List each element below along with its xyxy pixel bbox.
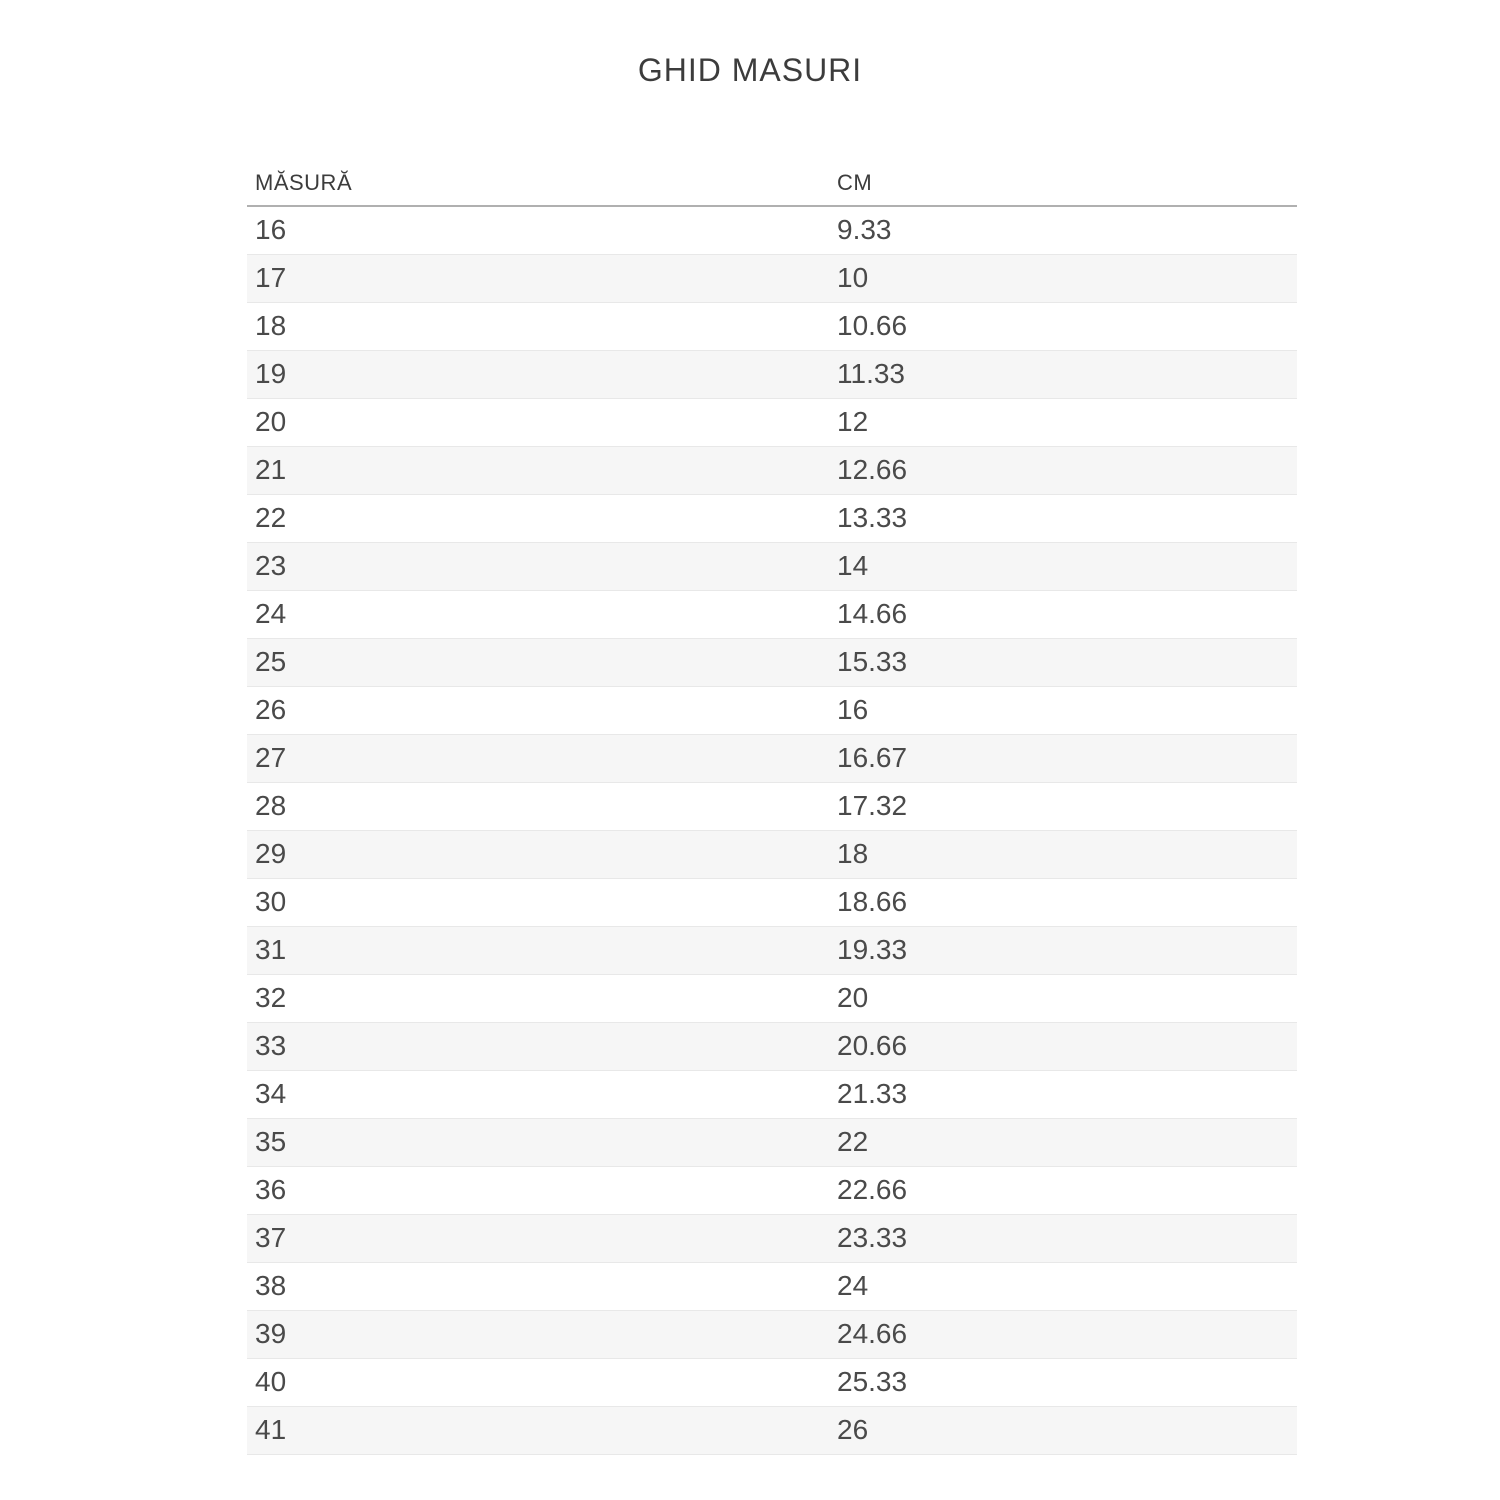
size-cell: 16 xyxy=(247,206,829,254)
table-row xyxy=(247,1022,1297,1070)
cm-cell: 14.66 xyxy=(829,590,1297,638)
cm-cell: 22 xyxy=(829,1118,1297,1166)
cm-cell: 23.33 xyxy=(829,1214,1297,1262)
size-cell: 30 xyxy=(247,878,829,926)
size-cell: 32 xyxy=(247,974,829,1022)
table-header-row xyxy=(247,172,1297,206)
size-cell: 34 xyxy=(247,1070,829,1118)
column-header-cm: CM xyxy=(829,172,1297,206)
table-row xyxy=(247,350,1297,398)
table-row xyxy=(247,542,1297,590)
size-cell: 18 xyxy=(247,302,829,350)
table-row xyxy=(247,926,1297,974)
table-row xyxy=(247,254,1297,302)
cm-cell: 25.33 xyxy=(829,1358,1297,1406)
cm-cell: 20.66 xyxy=(829,1022,1297,1070)
size-cell: 22 xyxy=(247,494,829,542)
size-cell: 35 xyxy=(247,1118,829,1166)
page-title: GHID MASURI xyxy=(637,52,863,88)
table-row xyxy=(247,494,1297,542)
cm-cell: 21.33 xyxy=(829,1070,1297,1118)
size-cell: 21 xyxy=(247,446,829,494)
size-cell: 25 xyxy=(247,638,829,686)
size-cell: 37 xyxy=(247,1214,829,1262)
size-cell: 24 xyxy=(247,590,829,638)
size-cell: 17 xyxy=(247,254,829,302)
table-row xyxy=(247,1262,1297,1310)
cm-cell: 12.66 xyxy=(829,446,1297,494)
table-row xyxy=(247,590,1297,638)
table-row xyxy=(247,1118,1297,1166)
size-cell: 40 xyxy=(247,1358,829,1406)
table-row xyxy=(247,974,1297,1022)
table-row xyxy=(247,1406,1297,1454)
cm-cell: 18 xyxy=(829,830,1297,878)
cm-cell: 26 xyxy=(829,1406,1297,1454)
size-guide-table xyxy=(247,172,1297,1455)
size-cell: 36 xyxy=(247,1166,829,1214)
table-row xyxy=(247,686,1297,734)
size-cell: 23 xyxy=(247,542,829,590)
size-cell: 41 xyxy=(247,1406,829,1454)
table-body xyxy=(247,206,1297,1454)
column-header-masura: MĂSURĂ xyxy=(247,172,829,206)
table-row xyxy=(247,1358,1297,1406)
cm-cell: 19.33 xyxy=(829,926,1297,974)
size-cell: 38 xyxy=(247,1262,829,1310)
table-row xyxy=(247,302,1297,350)
table-row xyxy=(247,1166,1297,1214)
table-row xyxy=(247,1214,1297,1262)
table-row xyxy=(247,734,1297,782)
table-row xyxy=(247,446,1297,494)
cm-cell: 14 xyxy=(829,542,1297,590)
table-row xyxy=(247,398,1297,446)
cm-cell: 17.32 xyxy=(829,782,1297,830)
table-row xyxy=(247,1310,1297,1358)
cm-cell: 10.66 xyxy=(829,302,1297,350)
size-cell: 26 xyxy=(247,686,829,734)
cm-cell: 24 xyxy=(829,1262,1297,1310)
table-row xyxy=(247,830,1297,878)
size-cell: 39 xyxy=(247,1310,829,1358)
size-cell: 29 xyxy=(247,830,829,878)
table-row xyxy=(247,878,1297,926)
table-row xyxy=(247,638,1297,686)
size-guide-container xyxy=(247,172,1297,1455)
cm-cell: 18.66 xyxy=(829,878,1297,926)
cm-cell: 22.66 xyxy=(829,1166,1297,1214)
size-cell: 28 xyxy=(247,782,829,830)
table-row xyxy=(247,1070,1297,1118)
size-cell: 20 xyxy=(247,398,829,446)
cm-cell: 16 xyxy=(829,686,1297,734)
table-row xyxy=(247,782,1297,830)
table-row xyxy=(247,206,1297,254)
cm-cell: 16.67 xyxy=(829,734,1297,782)
size-cell: 33 xyxy=(247,1022,829,1070)
cm-cell: 12 xyxy=(829,398,1297,446)
size-cell: 31 xyxy=(247,926,829,974)
size-cell: 19 xyxy=(247,350,829,398)
cm-cell: 24.66 xyxy=(829,1310,1297,1358)
cm-cell: 10 xyxy=(829,254,1297,302)
cm-cell: 20 xyxy=(829,974,1297,1022)
size-cell: 27 xyxy=(247,734,829,782)
cm-cell: 9.33 xyxy=(829,206,1297,254)
cm-cell: 13.33 xyxy=(829,494,1297,542)
cm-cell: 15.33 xyxy=(829,638,1297,686)
cm-cell: 11.33 xyxy=(829,350,1297,398)
